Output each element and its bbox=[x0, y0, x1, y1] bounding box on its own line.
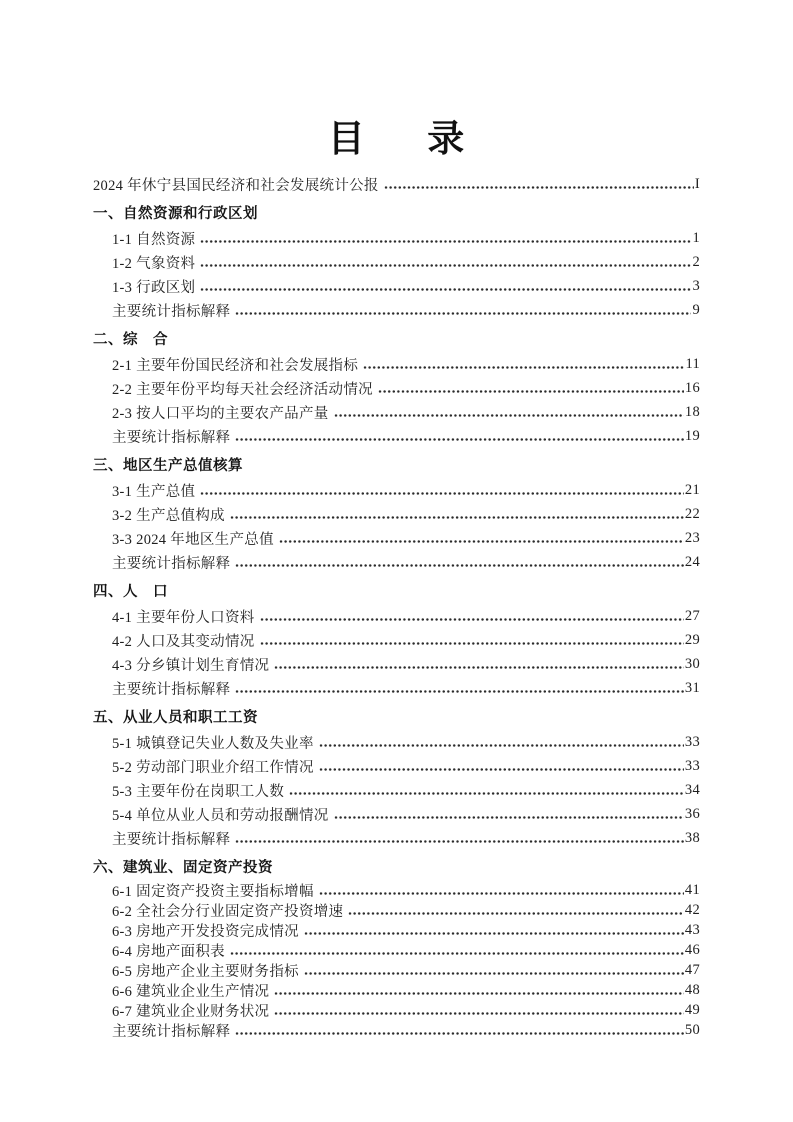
dot-leader bbox=[289, 791, 684, 796]
toc-section bbox=[93, 454, 700, 574]
dot-leader bbox=[200, 287, 691, 292]
dot-leader bbox=[235, 437, 683, 442]
toc-entry bbox=[93, 526, 700, 550]
dot-leader bbox=[334, 815, 684, 820]
toc-entry bbox=[93, 1020, 700, 1040]
dot-leader bbox=[304, 931, 684, 936]
toc-entry-label: 6-5 房地产企业主要财务指标 bbox=[112, 963, 299, 980]
toc-entry-page: 3 bbox=[692, 277, 700, 294]
toc-entry-page: 30 bbox=[684, 655, 700, 672]
toc-entry bbox=[93, 1000, 700, 1020]
dot-leader bbox=[279, 539, 684, 544]
toc-entry-page: 36 bbox=[684, 805, 700, 822]
toc-entry-label: 6-2 全社会分行业固定资产投资增速 bbox=[112, 903, 344, 920]
dot-leader bbox=[348, 911, 684, 916]
toc-entry bbox=[93, 604, 700, 628]
toc-entry-page: 27 bbox=[684, 607, 700, 624]
toc-entry-page: 38 bbox=[684, 829, 700, 846]
toc-entry-page: 47 bbox=[684, 961, 700, 978]
dot-leader bbox=[319, 891, 684, 896]
toc-entry-label: 5-3 主要年份在岗职工人数 bbox=[112, 783, 285, 800]
toc-entry bbox=[93, 250, 700, 274]
toc-entry-page: 49 bbox=[684, 1001, 700, 1018]
dot-leader bbox=[260, 641, 684, 646]
toc-entry-page: 48 bbox=[684, 981, 700, 998]
toc-entry-page: 23 bbox=[684, 529, 700, 546]
toc-entry-label: 主要统计指标解释 bbox=[112, 555, 231, 572]
toc-entry-page: 46 bbox=[684, 941, 700, 958]
toc-entry-page: 21 bbox=[684, 481, 700, 498]
dot-leader bbox=[334, 413, 684, 418]
dot-leader bbox=[235, 563, 683, 568]
toc-entry-page: 33 bbox=[684, 757, 700, 774]
toc-entry-page: 19 bbox=[684, 427, 700, 444]
toc-entry bbox=[93, 628, 700, 652]
toc-entry-page: 33 bbox=[684, 733, 700, 750]
toc-section-heading: 三、地区生产总值核算 bbox=[93, 458, 243, 474]
toc-entry-page: 11 bbox=[685, 355, 700, 372]
dot-leader bbox=[274, 991, 684, 996]
toc-entry-page: 50 bbox=[684, 1021, 700, 1038]
toc-entry bbox=[93, 400, 700, 424]
toc-entry bbox=[93, 900, 700, 920]
toc-entry-label: 6-1 固定资产投资主要指标增幅 bbox=[112, 883, 314, 900]
dot-leader bbox=[363, 365, 684, 370]
toc-entry bbox=[93, 826, 700, 850]
toc-entry-label: 主要统计指标解释 bbox=[112, 1023, 231, 1040]
dot-leader bbox=[235, 839, 683, 844]
toc-entry bbox=[93, 778, 700, 802]
toc-entry-label: 6-4 房地产面积表 bbox=[112, 943, 225, 960]
toc-entry-page: 42 bbox=[684, 901, 700, 918]
toc-entry-label: 主要统计指标解释 bbox=[112, 831, 231, 848]
dot-leader bbox=[378, 389, 684, 394]
toc-entry bbox=[93, 880, 700, 900]
toc-entry-label: 3-3 2024 年地区生产总值 bbox=[112, 531, 274, 548]
toc-entry-page: 9 bbox=[692, 301, 700, 318]
toc-entry-label: 4-1 主要年份人口资料 bbox=[112, 609, 255, 626]
toc-section-heading: 五、从业人员和职工工资 bbox=[93, 710, 258, 726]
toc-entry-label: 4-2 人口及其变动情况 bbox=[112, 633, 255, 650]
toc-section-heading: 一、自然资源和行政区划 bbox=[93, 206, 258, 222]
toc-entry-page: I bbox=[694, 175, 700, 192]
toc-section bbox=[93, 580, 700, 700]
toc-entry bbox=[93, 298, 700, 322]
toc-section bbox=[93, 202, 700, 322]
dot-leader bbox=[230, 515, 684, 520]
toc-entry-label: 3-1 生产总值 bbox=[112, 483, 196, 500]
dot-leader bbox=[200, 263, 691, 268]
toc-entry bbox=[93, 676, 700, 700]
toc-entry-page: 29 bbox=[684, 631, 700, 648]
toc-entry-page: 41 bbox=[684, 881, 700, 898]
toc-entry-preamble bbox=[93, 172, 700, 196]
toc-entry-page: 43 bbox=[684, 921, 700, 938]
toc-entry-page: 2 bbox=[692, 253, 700, 270]
dot-leader bbox=[200, 491, 684, 496]
toc-section bbox=[93, 856, 700, 1040]
toc-entry-page: 22 bbox=[684, 505, 700, 522]
toc-entry bbox=[93, 802, 700, 826]
toc-entry-label: 3-2 生产总值构成 bbox=[112, 507, 225, 524]
toc-list bbox=[93, 172, 700, 1040]
toc-entry bbox=[93, 550, 700, 574]
dot-leader bbox=[235, 1031, 683, 1036]
toc-entry-page: 16 bbox=[684, 379, 700, 396]
toc-entry-label: 1-3 行政区划 bbox=[112, 279, 196, 296]
toc-section bbox=[93, 706, 700, 850]
page-title: 目 录 bbox=[327, 119, 466, 160]
dot-leader bbox=[304, 971, 684, 976]
toc-entry-label: 5-1 城镇登记失业人数及失业率 bbox=[112, 735, 314, 752]
dot-leader bbox=[235, 689, 683, 694]
dot-leader bbox=[235, 311, 691, 316]
toc-entry-label: 2024 年休宁县国民经济和社会发展统计公报 bbox=[93, 177, 379, 194]
toc-entry bbox=[93, 502, 700, 526]
dot-leader bbox=[230, 951, 684, 956]
toc-section-heading: 四、人 口 bbox=[93, 584, 168, 600]
toc-entry-page: 18 bbox=[684, 403, 700, 420]
toc-entry-label: 5-2 劳动部门职业介绍工作情况 bbox=[112, 759, 314, 776]
toc-entry-label: 主要统计指标解释 bbox=[112, 429, 231, 446]
toc-entry-page: 34 bbox=[684, 781, 700, 798]
dot-leader bbox=[274, 665, 684, 670]
toc-entry bbox=[93, 754, 700, 778]
toc-entry-label: 6-6 建筑业企业生产情况 bbox=[112, 983, 270, 1000]
toc-entry bbox=[93, 424, 700, 448]
toc-sections bbox=[93, 202, 700, 1040]
dot-leader bbox=[319, 743, 684, 748]
toc-entry-label: 主要统计指标解释 bbox=[112, 681, 231, 698]
toc-entry-page: 31 bbox=[684, 679, 700, 696]
toc-entry bbox=[93, 960, 700, 980]
dot-leader bbox=[384, 185, 694, 190]
toc-entry-label: 1-1 自然资源 bbox=[112, 231, 196, 248]
toc-entry bbox=[93, 920, 700, 940]
dot-leader bbox=[319, 767, 684, 772]
toc-entry-page: 24 bbox=[684, 553, 700, 570]
toc-entry-label: 主要统计指标解释 bbox=[112, 303, 231, 320]
toc-entry-label: 2-1 主要年份国民经济和社会发展指标 bbox=[112, 357, 359, 374]
toc-entry bbox=[93, 226, 700, 250]
toc-entry-label: 6-3 房地产开发投资完成情况 bbox=[112, 923, 299, 940]
toc-entry bbox=[93, 352, 700, 376]
dot-leader bbox=[200, 239, 691, 244]
toc-entry bbox=[93, 274, 700, 298]
toc-entry-label: 1-2 气象资料 bbox=[112, 255, 196, 272]
toc-section bbox=[93, 328, 700, 448]
toc-entry-page: 1 bbox=[692, 229, 700, 246]
toc-entry bbox=[93, 980, 700, 1000]
toc-entry bbox=[93, 940, 700, 960]
toc-entry-label: 5-4 单位从业人员和劳动报酬情况 bbox=[112, 807, 329, 824]
toc-section-heading: 六、建筑业、固定资产投资 bbox=[93, 860, 273, 876]
toc-entry bbox=[93, 730, 700, 754]
toc-entry bbox=[93, 376, 700, 400]
toc-section-heading: 二、综 合 bbox=[93, 332, 168, 348]
toc-entry bbox=[93, 478, 700, 502]
toc-entry-label: 2-2 主要年份平均每天社会经济活动情况 bbox=[112, 381, 373, 398]
toc-entry-label: 6-7 建筑业企业财务状况 bbox=[112, 1003, 270, 1020]
toc-entry bbox=[93, 652, 700, 676]
toc-entry-label: 2-3 按人口平均的主要农产品产量 bbox=[112, 405, 329, 422]
dot-leader bbox=[260, 617, 684, 622]
toc-entry-label: 4-3 分乡镇计划生育情况 bbox=[112, 657, 270, 674]
dot-leader bbox=[274, 1011, 684, 1016]
